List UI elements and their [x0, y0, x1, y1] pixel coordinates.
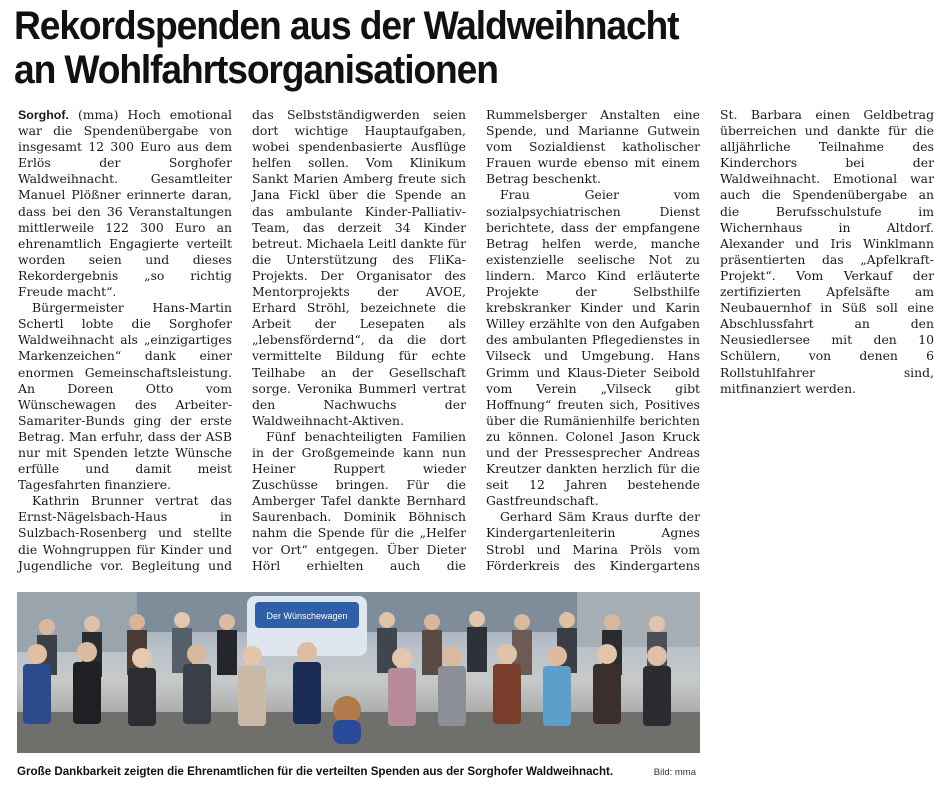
paragraph-text: (mma) Hoch emotional war die Spendenübergabe von insgesamt 12 300 Euro aus dem Erlös der Sorghofer Waldweihnacht. Gesamtleiter Manuel Plößner erinnerte daran, dass bei den 36 Veranstaltungen mittlerweile 122 300 Euro an ehrenamtlich Engagierte verteilt worden seien und dieses Rekordergebnis „so richtig Freude macht“. — [18, 107, 232, 300]
article-paragraph: Bürgermeister Hans-Martin Schertl lobte die Sorghofer Waldweihnacht als „einzigartiges Markenzeichen“ dank einer enormen Gemeinschaftsleistung. An Doreen Otto vom Wünschewagen des Arbeiter-Samariter-Bunds ging der erste Betrag. Man erfuhr, dass der ASB nur mit Spenden letzte Wünsche erfülle und damit meist Tagesfahrten finanziere. — [18, 300, 232, 493]
van-label: Der Wünschewagen — [266, 611, 348, 621]
group-photo-illustration — [17, 592, 700, 753]
article-paragraph: Frau Geier vom sozialpsychiatrischen Dienst berichtete, dass der empfangene Betrag helfen werde, manche existenzielle seelische Not zu lindern. Marco Kind erläuterte Projekte der Selbsthilfe krebskranker Kinder und Karin Willey erzählte von den Aufgaben des ambulanten Pflegedienstes in Vilseck und Umgebung. Hans Grimm und Klaus-Dieter Seibold vom Verein „Vilseck gibt Hoffnung“ freuten sich, Positives über die Rumänienhilfe berichten zu können. Colonel Jason Kruck und der Pressesprecher Andreas Kreutzer dankten herzlich für die seit 12 Jahren bestehende Gastfreundschaft. — [486, 187, 700, 509]
article-paragraph: Gerhard Säm Kraus durfte der Kindergartenleiterin Agnes Strobl und Marina Pröls vom Förderkreis des Kindergartens St. Barbara einen Geldbetrag überreichen und dankte für die alljährliche Teilnahme des Kinderchors bei der Waldweihnacht. Emotional war auch die Spendenübergabe an die Berufsschulstufe im Wichernhaus in Altdorf. Alexander und Iris Winklmann präsentierten das „Apfelkraft-Projekt“. Vom Verkauf der zertifizierten Apfelsäfte am Neubauernhof in Süß soll eine Abschlussfahrt an den Neusiedlersee mit den 10 Schülern, von denen 6 Rollstuhlfahrer sind, mitfinanziert werden. — [486, 107, 934, 573]
photo-caption: Große Dankbarkeit zeigten die Ehrenamtlichen für die verteilten Spenden aus der Sorghofer Waldweihnacht. — [17, 765, 614, 778]
photo-building-left — [17, 592, 137, 652]
headline-line-2: an Wohlfahrtsorganisationen — [14, 48, 498, 92]
group-photo — [17, 592, 700, 753]
headline — [14, 4, 679, 92]
photo-building-right — [577, 592, 700, 647]
article-paragraph: Fünf benachteiligten Familien in der Großgemeinde kann nun Heiner Ruppert wieder Zuschüsse bringen. Für die Amberger Tafel dankte Bernhard Saurenbach. Dominik Böhnisch nahm die Spende für die „Helfer vor Ort“ entgegen. Über Dieter Hörl erhielten auch die Rummelsberger Anstalten eine Spende, und Marianne Gutwein vom Sozialdienst katholischer Frauen wurde ebenso mit einem Betrag beschenkt. — [252, 107, 700, 573]
dateline: Sorghof. — [18, 108, 69, 122]
article-paragraph — [18, 107, 232, 300]
article-body — [18, 107, 934, 583]
article-paragraph: Kathrin Brunner vertrat das Ernst-Nägelsbach-Haus in Sulzbach-Rosenberg und stellte die Wohngruppen für Kinder und Jugendliche vor. Begleitung und das Selbstständigwerden seien dort wichtige Hauptaufgaben, wobei spendenbasierte Ausflüge helfen sollen. Vom Klinikum Sankt Marien Amberg freute sich Jana Fickl über die Spende an das ambulante Kinder-Palliativ-Team, das derzeit 34 Kinder betreut. Michaela Leitl dankte für die Unterstützung des FliKa-Projekts. Der Organisator des Mentorprojekts der AVOE, Erhard Ströhl, bezeichnete die Arbeit der Lesepaten als „lebensfördernd“, da die dort vermittelte Bildung für echte Teilhabe an der Gesellschaft sorge. Veronika Bummerl vertrat den Nachwuchs der Waldweihnacht-Aktiven. — [18, 107, 466, 573]
photo-credit: Bild: mma — [653, 767, 696, 778]
headline-line-1: Rekordspenden aus der Waldweihnacht — [14, 4, 679, 48]
caption-row — [17, 763, 700, 783]
